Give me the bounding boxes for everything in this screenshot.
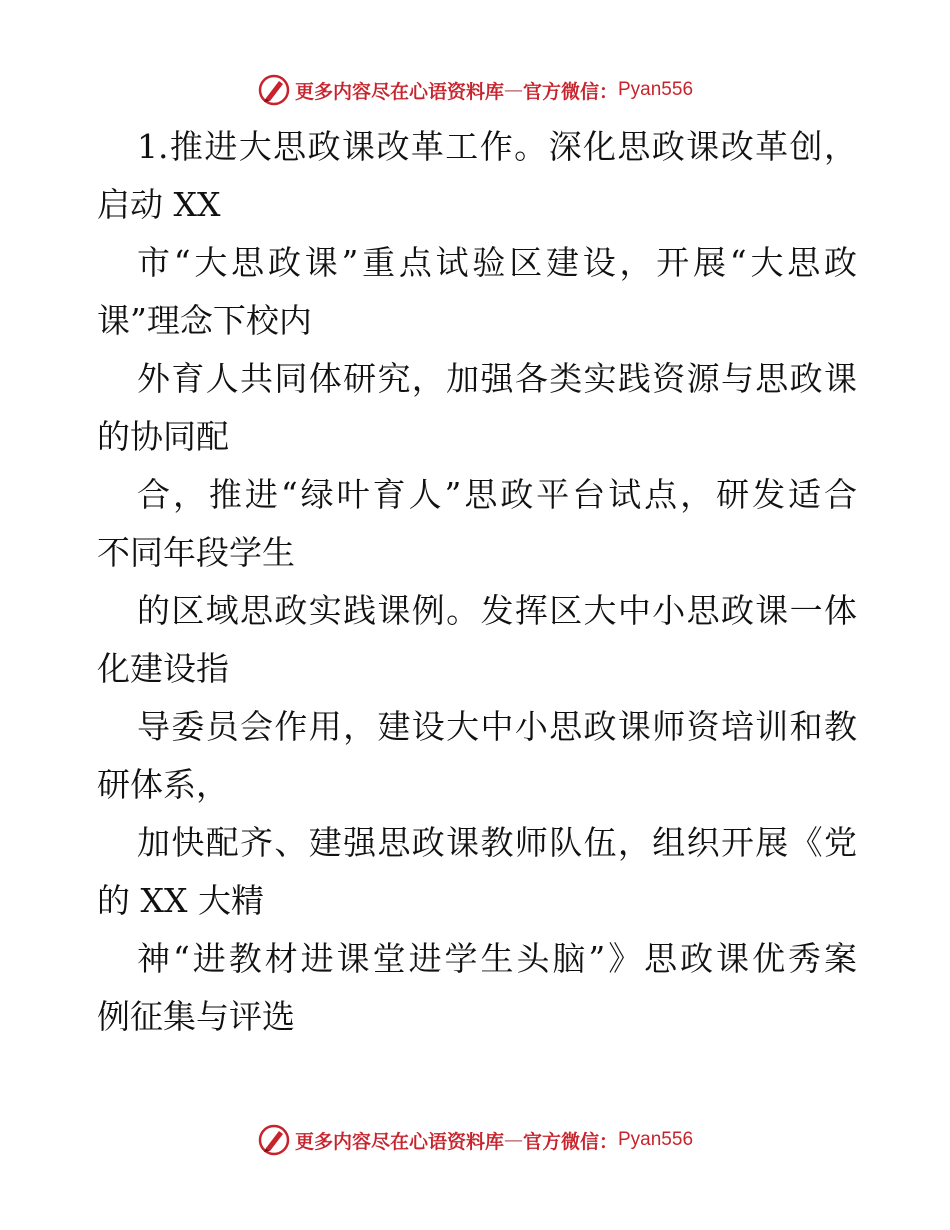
paragraph-line: 神“进教材进课堂进学生头脑”》思政课优秀案 (137, 939, 857, 978)
watermark-id: Pyan556 (618, 79, 694, 100)
paragraph-line: 研体系， (97, 765, 229, 804)
document-body (97, 118, 857, 1046)
paragraph-line: 启动 XX (97, 185, 221, 224)
watermark-main-text: 更多内容尽在心语资料库 (294, 80, 504, 103)
paragraph-line: 导委员会作用，建设大中小思政课师资培训和教 (137, 707, 857, 746)
paragraph-line: 的 XX 大精 (97, 881, 264, 920)
paragraph-line: 例征集与评选 (97, 997, 295, 1036)
footer-watermark (0, 1120, 950, 1160)
paragraph-line: 1.推进大思政课改革工作。深化思政课改革创， (137, 127, 857, 166)
paragraph-line: 外育人共同体研究，加强各类实践资源与思政课 (137, 359, 857, 398)
paragraph-line: 不同年段学生 (97, 533, 295, 572)
paragraph-line: 加快配齐、建强思政课教师队伍，组织开展《党 (137, 823, 857, 862)
paragraph-line: 课”理念下校内 (97, 301, 312, 340)
pen-logo-icon (257, 1123, 291, 1157)
watermark-separator: — (503, 79, 523, 101)
paragraph-line: 的协同配 (97, 417, 229, 456)
watermark-main-text: 更多内容尽在心语资料库 (294, 1130, 504, 1153)
watermark-separator: — (503, 1129, 523, 1151)
header-watermark (0, 70, 950, 110)
paragraph-line: 市“大思政课”重点试验区建设，开展“大思政 (137, 243, 857, 282)
watermark-label: 官方微信： (522, 1130, 618, 1153)
watermark-label: 官方微信： (522, 80, 618, 103)
paragraph-line: 的区域思政实践课例。发挥区大中小思政课一体 (137, 591, 857, 630)
paragraph-line: 合，推进“绿叶育人”思政平台试点，研发适合 (137, 475, 857, 514)
paragraph-line: 化建设指 (97, 649, 229, 688)
watermark-id: Pyan556 (618, 1129, 694, 1150)
pen-logo-icon (257, 73, 291, 107)
